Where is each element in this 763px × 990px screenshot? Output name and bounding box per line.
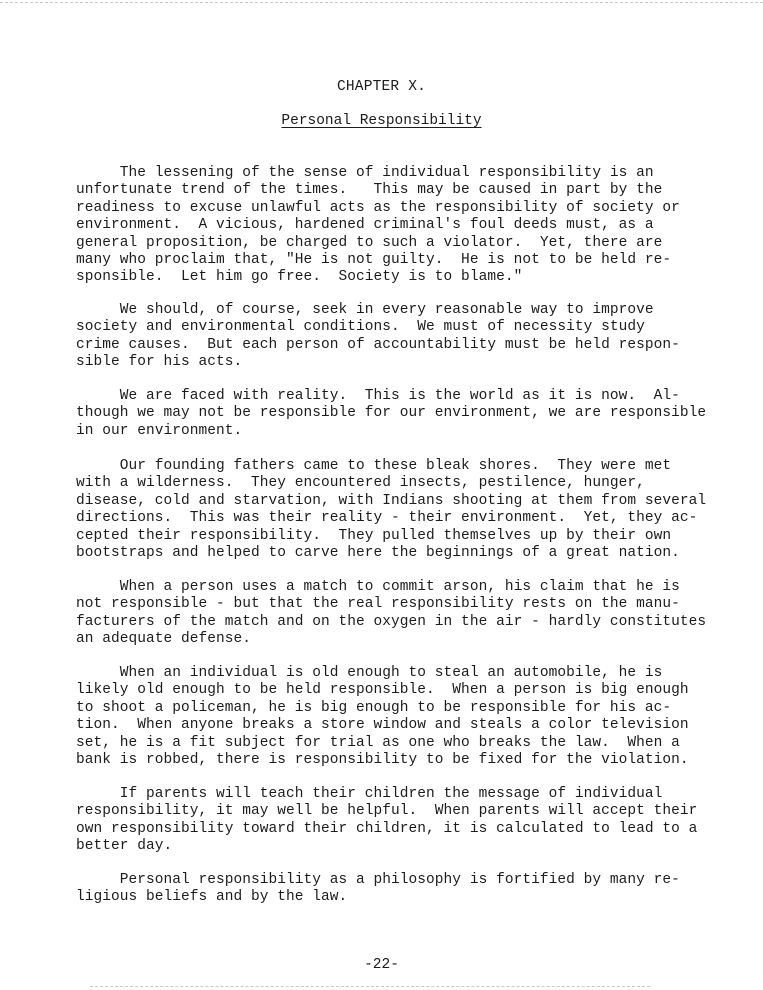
paragraph-6: When an individual is old enough to steal an automobile, he is likely old enough to be held responsible. When a person is big enough to shoot a policeman, he is big enough to be responsible for his ac- tion. When anyone breaks a store window and steals a color television set, he is a fit subject for trial as one who breaks the law. When a bank is robbed, there is responsibility to be fixed for the violation. xyxy=(76,665,689,769)
page-number: -22- xyxy=(364,957,399,973)
bottom-edge-dashed-line xyxy=(90,986,650,987)
top-edge-dashed-line xyxy=(0,2,763,3)
paragraph-1: The lessening of the sense of individual responsibility is an unfortunate trend of the times. This may be caused in part by the readiness to excuse unlawful acts as the responsibility of society or environment. A vicious, hardened criminal's foul deeds must, as a general proposition, be charged to such a violator. Yet, there are many who proclaim that, "He is not guilty. He is not to be held re- sponsible. Let him go free. Society is to blame." xyxy=(76,165,680,286)
paragraph-8: Personal responsibility as a philosophy is fortified by many re- ligious beliefs and by the law. xyxy=(76,872,680,906)
paragraph-3: We are faced with reality. This is the world as it is now. Al- though we may not be responsible for our environment, we are responsible in our environment. xyxy=(76,388,707,439)
chapter-title-text: Personal Responsibility xyxy=(281,113,482,129)
chapter-title xyxy=(0,113,763,129)
paragraph-5: When a person uses a match to commit arson, his claim that he is not responsible - but that the real responsibility rests on the manu- facturers of the match and on the oxygen in the air - hardly constitutes an adequate defense. xyxy=(76,579,707,648)
paragraph-7: If parents will teach their children the message of individual responsibility, it may well be helpful. When parents will accept their own responsibility toward their children, it is calculated to lead to a better day. xyxy=(76,786,698,855)
paragraph-2: We should, of course, seek in every reasonable way to improve society and environmental conditions. We must of necessity study crime causes. But each person of accountability must be held respon- sible for his acts. xyxy=(76,302,680,371)
paragraph-4: Our founding fathers came to these bleak shores. They were met with a wilderness. They encountered insects, pestilence, hunger, disease, cold and starvation, with Indians shooting at them from several directions. This was their reality - their environment. Yet, they ac- cepted their responsibility. They pulled themselves up by their own bootstraps and helped to carve here the beginnings of a great nation. xyxy=(76,458,707,562)
chapter-heading: CHAPTER X. xyxy=(336,79,426,95)
